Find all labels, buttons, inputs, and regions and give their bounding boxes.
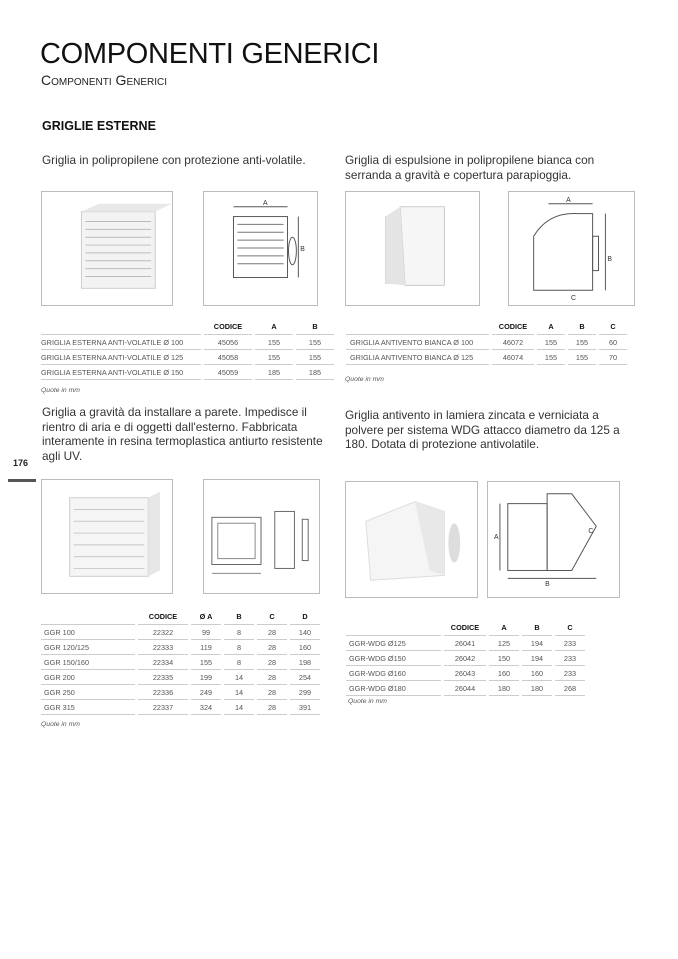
value-cell: 249 (191, 685, 221, 700)
units-note: Quote in mm (345, 376, 384, 383)
table-row (41, 700, 320, 715)
product-name-cell: GGR 250 (41, 685, 135, 700)
value-cell: 28 (257, 655, 287, 670)
value-cell: 28 (257, 670, 287, 685)
column-header: CODICE (138, 610, 188, 625)
product-name-cell: GGR-WDG Ø150 (346, 651, 441, 666)
product-2-table (343, 320, 630, 365)
value-cell: 194 (522, 651, 552, 666)
value-cell: 28 (257, 685, 287, 700)
value-cell: 119 (191, 640, 221, 655)
page-title: COMPONENTI GENERICI (40, 38, 380, 70)
value-cell: 268 (555, 681, 585, 696)
value-cell: 26041 (444, 636, 486, 651)
value-cell: 22322 (138, 625, 188, 640)
column-header: B (522, 621, 552, 636)
product-1-table (38, 320, 337, 380)
value-cell: 26043 (444, 666, 486, 681)
table-row: GRIGLIA ESTERNA ANTI-VOLATILE Ø 125 45058 155 155 (41, 350, 334, 365)
value-cell: 233 (555, 636, 585, 651)
column-header: A (489, 621, 519, 636)
table-row (346, 681, 585, 696)
svg-text:B: B (300, 245, 305, 253)
table-row (41, 670, 320, 685)
value-cell: 99 (191, 625, 221, 640)
product-3-description: Griglia a gravità da installare a parete. Impedisce il rientro di aria e di oggetti dall'esterno. Fabbricata interamente in resina termoplastica antiurto resistente agli UV. (42, 405, 323, 463)
value-cell: 160 (522, 666, 552, 681)
value-cell: 14 (224, 685, 254, 700)
product-name-cell: GGR-WDG Ø180 (346, 681, 441, 696)
column-header: B (296, 320, 334, 335)
page-marker-bar (8, 479, 36, 482)
value-cell: 160 (489, 666, 519, 681)
value-cell: 8 (224, 625, 254, 640)
value-cell: 199 (191, 670, 221, 685)
product-name-cell: GGR-WDG Ø160 (346, 666, 441, 681)
table-row: GRIGLIA ESTERNA ANTI-VOLATILE Ø 100 45056 155 155 (41, 335, 334, 350)
product-4-description: Griglia antivento in lamiera zincata e verniciata a polvere per sistema WDG attacco diametro da 125 a 180. Dotata di protezione antivolatile. (345, 408, 620, 451)
value-cell: 299 (290, 685, 320, 700)
value-cell: 254 (290, 670, 320, 685)
value-cell: 22337 (138, 700, 188, 715)
product-name-cell: GGR 200 (41, 670, 135, 685)
technical-drawing-gravity-grille (203, 479, 320, 594)
column-header: CODICE (204, 320, 252, 335)
table-row (346, 636, 585, 651)
column-header: CODICE (492, 320, 534, 335)
value-cell: 22333 (138, 640, 188, 655)
table-row: GRIGLIA ESTERNA ANTI-VOLATILE Ø 150 45059 185 185 (41, 365, 334, 380)
value-cell: 14 (224, 700, 254, 715)
column-header: A (537, 320, 565, 335)
product-name-cell: GGR 315 (41, 700, 135, 715)
table-row: GRIGLIA ANTIVENTO BIANCA Ø 125 46074 155 155 70 (346, 350, 627, 365)
value-cell: 28 (257, 700, 287, 715)
units-note: Quote in mm (41, 387, 80, 394)
value-cell: 233 (555, 651, 585, 666)
value-cell: 28 (257, 640, 287, 655)
value-cell: 155 (191, 655, 221, 670)
product-1-description: Griglia in polipropilene con protezione anti-volatile. (42, 153, 306, 167)
value-cell: 140 (290, 625, 320, 640)
value-cell: 14 (224, 670, 254, 685)
value-cell: 26044 (444, 681, 486, 696)
value-cell: 233 (555, 666, 585, 681)
units-note: Quote in mm (41, 721, 80, 728)
value-cell: 22335 (138, 670, 188, 685)
column-header: D (290, 610, 320, 625)
technical-drawing-grille-antivolatile (203, 191, 318, 306)
value-cell: 160 (290, 640, 320, 655)
value-cell: 391 (290, 700, 320, 715)
column-header: Ø A (191, 610, 221, 625)
svg-text:C: C (571, 295, 576, 303)
value-cell: 28 (257, 625, 287, 640)
value-cell: 150 (489, 651, 519, 666)
value-cell: 8 (224, 640, 254, 655)
svg-text:C: C (588, 528, 594, 536)
product-name-cell: GGR 150/160 (41, 655, 135, 670)
value-cell: 22336 (138, 685, 188, 700)
product-name-cell: GGR-WDG Ø125 (346, 636, 441, 651)
column-header: B (224, 610, 254, 625)
page-number: 176 (13, 458, 29, 468)
table-row (41, 640, 320, 655)
page-subtitle: Componenti Generici (41, 72, 168, 88)
technical-drawing-grille-antivento (508, 191, 635, 306)
column-header: A (255, 320, 293, 335)
column-header: CODICE (444, 621, 486, 636)
value-cell: 324 (191, 700, 221, 715)
svg-text:A: A (494, 534, 499, 542)
svg-text:B: B (545, 581, 550, 589)
product-2-description: Griglia di espulsione in polipropilene bianca con serranda a gravità e copertura parapioggia. (345, 153, 595, 182)
value-cell: 180 (489, 681, 519, 696)
product-4-table (343, 621, 588, 696)
column-header: B (568, 320, 596, 335)
value-cell: 26042 (444, 651, 486, 666)
table-row (346, 651, 585, 666)
column-header: C (257, 610, 287, 625)
technical-drawing-wdg-grille (487, 481, 620, 598)
product-photo-grille-antivolatile (41, 191, 173, 306)
section-heading: GRIGLIE ESTERNE (42, 119, 156, 133)
value-cell: 8 (224, 655, 254, 670)
table-row (41, 685, 320, 700)
product-photo-grille-antivento (345, 191, 480, 306)
table-row: GRIGLIA ANTIVENTO BIANCA Ø 100 46072 155 155 60 (346, 335, 627, 350)
svg-text:B: B (607, 255, 612, 263)
dimension-a-label: A (262, 199, 268, 207)
product-name-cell: GGR 120/125 (41, 640, 135, 655)
table-row (346, 666, 585, 681)
product-name-cell: GGR 100 (41, 625, 135, 640)
table-row (41, 655, 320, 670)
value-cell: 194 (522, 636, 552, 651)
column-header: C (599, 320, 627, 335)
value-cell: 22334 (138, 655, 188, 670)
product-photo-wdg-grille (345, 481, 478, 598)
column-header: C (555, 621, 585, 636)
product-photo-gravity-grille (41, 479, 173, 594)
value-cell: 198 (290, 655, 320, 670)
value-cell: 125 (489, 636, 519, 651)
value-cell: 180 (522, 681, 552, 696)
table-row (41, 625, 320, 640)
svg-text:A: A (566, 196, 571, 204)
product-3-table (38, 610, 323, 715)
units-note: Quote in mm (348, 698, 387, 705)
